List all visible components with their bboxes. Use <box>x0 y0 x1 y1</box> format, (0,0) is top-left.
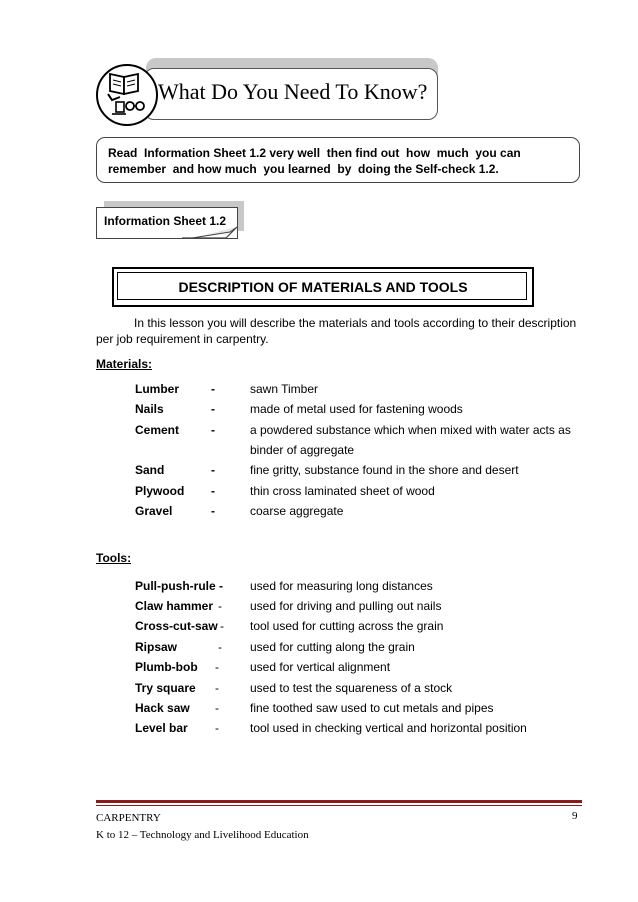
term: Level bar <box>135 721 188 735</box>
description: used for driving and pulling out nails <box>250 599 442 613</box>
intro-paragraph: In this lesson you will describe the materials and tools according to their description per job requirement in carpentry. <box>96 316 577 346</box>
term: Cross-cut-saw <box>135 619 218 633</box>
dash: - <box>215 701 219 715</box>
description: made of metal used for fastening woods <box>250 402 463 416</box>
description: coarse aggregate <box>250 504 344 518</box>
footer-rule-thin <box>96 805 582 806</box>
description: thin cross laminated sheet of wood <box>250 484 435 498</box>
page-number: 9 <box>572 810 578 822</box>
dash: - <box>211 402 215 416</box>
term: Ripsaw <box>135 640 178 654</box>
description-continued: binder of aggregate <box>250 443 355 457</box>
dash: - <box>218 599 222 613</box>
banner-title: What Do You Need To Know? <box>158 79 428 104</box>
term: Cement <box>135 423 180 437</box>
description: used for measuring long distances <box>250 579 433 593</box>
description: fine gritty, substance found in the shore and desert <box>250 463 519 477</box>
dash: - <box>220 619 224 633</box>
instruction-line-1: Read Information Sheet 1.2 very well then find out how much you can <box>108 146 521 160</box>
dash: - <box>215 721 219 735</box>
dash: - <box>215 660 219 674</box>
banner-icon-circle <box>96 64 158 126</box>
term: Nails <box>135 402 164 416</box>
description: tool used in checking vertical and horizontal position <box>250 721 527 735</box>
term: Pull-push-rule - <box>135 579 223 593</box>
term: Plywood <box>135 484 185 498</box>
dash: - <box>211 382 215 396</box>
footer-subject: CARPENTRY <box>96 812 161 824</box>
dash: - <box>211 423 215 437</box>
term: Sand <box>135 463 165 477</box>
book-glasses-icon <box>96 64 154 122</box>
section-title: DESCRIPTION OF MATERIALS AND TOOLS <box>178 279 468 295</box>
dash: - <box>211 484 215 498</box>
term: Gravel <box>135 504 173 518</box>
term: Claw hammer <box>135 599 214 613</box>
page-fold-icon <box>182 226 238 240</box>
dash: - <box>215 681 219 695</box>
term: Lumber <box>135 382 180 396</box>
term: Try square <box>135 681 196 695</box>
dash: - <box>211 463 215 477</box>
description: used to test the squareness of a stock <box>250 681 453 695</box>
instruction-line-2: remember and how much you learned by doing the Self-check 1.2. <box>108 162 499 176</box>
term: Plumb-bob <box>135 660 198 674</box>
term: Hack saw <box>135 701 190 715</box>
footer-rule-thick <box>96 800 582 803</box>
instruction-text <box>108 145 568 177</box>
description: tool used for cutting across the grain <box>250 619 444 633</box>
dash: - <box>218 640 222 654</box>
tools-heading: Tools: <box>96 551 132 565</box>
description: sawn Timber <box>250 382 319 396</box>
description: used for cutting along the grain <box>250 640 415 654</box>
footer-left <box>96 810 309 844</box>
dash: - <box>211 504 215 518</box>
materials-heading: Materials: <box>96 357 153 371</box>
footer-course: K to 12 – Technology and Livelihood Education <box>96 829 309 841</box>
description: used for vertical alignment <box>250 660 391 674</box>
info-sheet-label: Information Sheet 1.2 <box>104 214 227 228</box>
description: fine toothed saw used to cut metals and pipes <box>250 701 494 715</box>
description: a powdered substance which when mixed with water acts as <box>250 423 571 437</box>
